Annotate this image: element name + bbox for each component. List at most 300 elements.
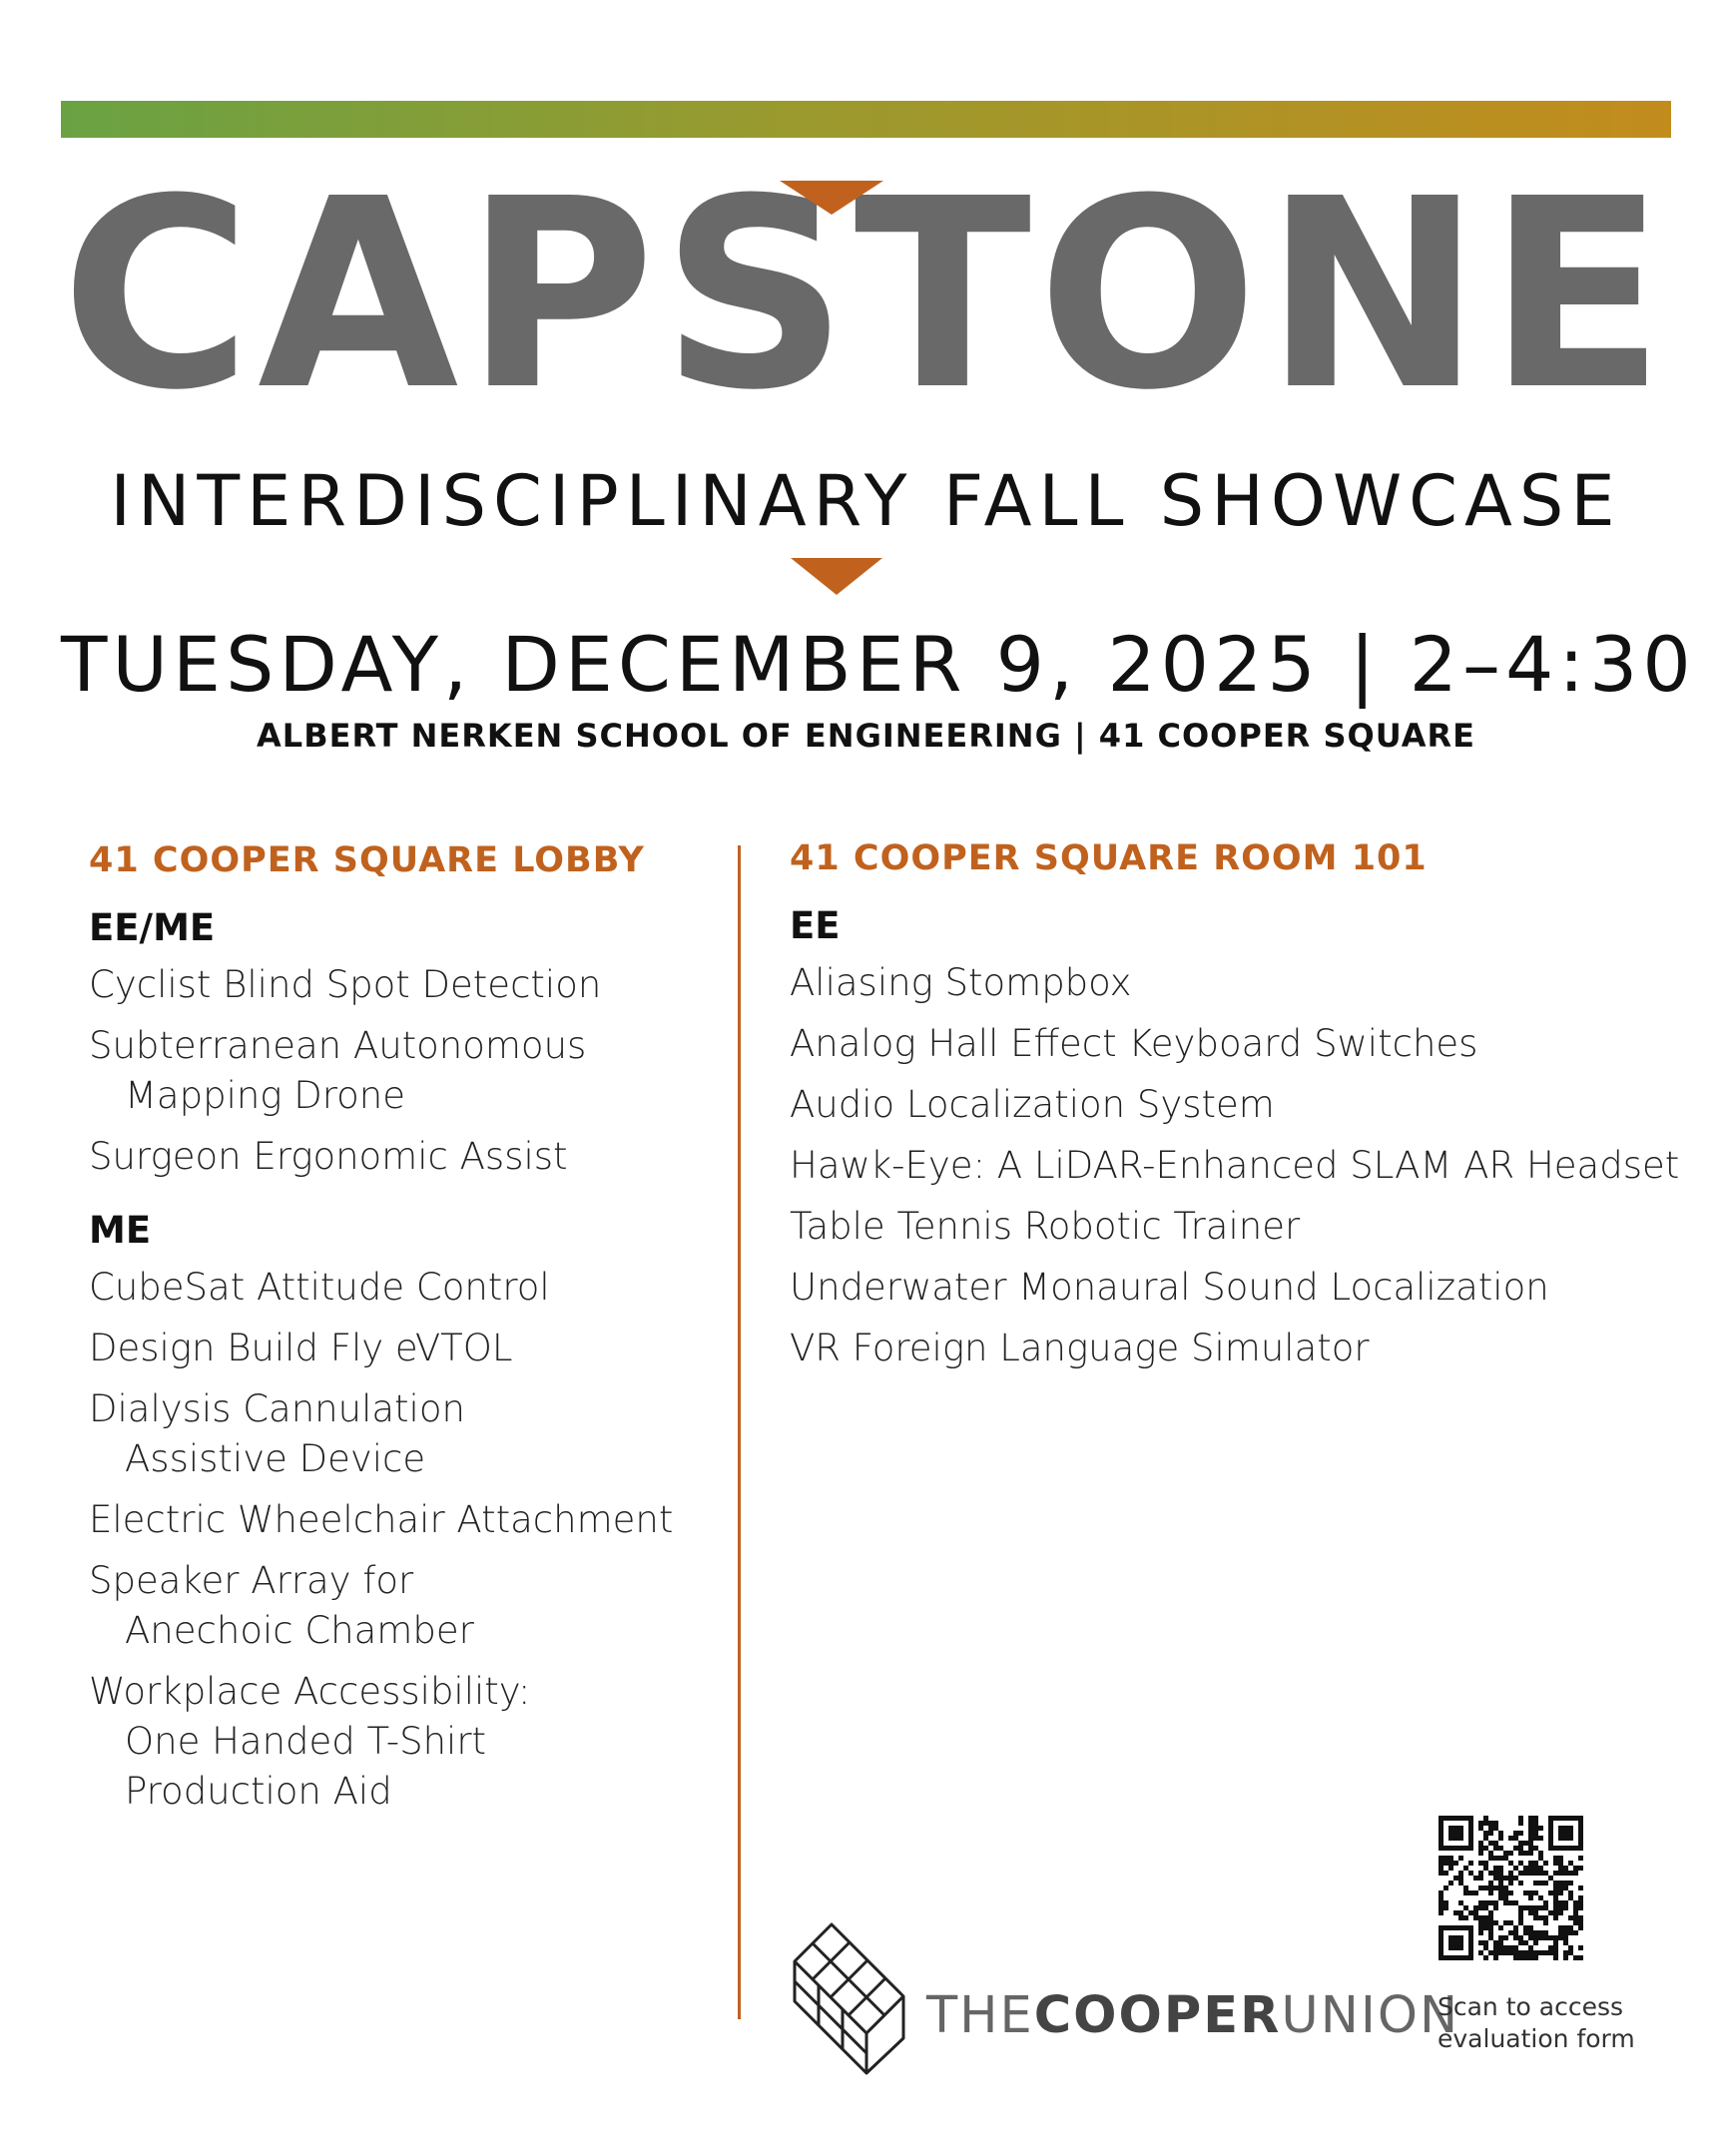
qr-module [1458,1876,1463,1881]
left-column [89,838,708,1828]
qr-module [1443,1856,1448,1861]
qr-module [1493,1821,1498,1826]
qr-module [1528,1866,1533,1871]
qr-module [1568,1871,1573,1876]
right-column [790,836,1688,1384]
qr-module [1578,1925,1583,1930]
qr-module [1568,1930,1573,1935]
qr-module [1573,1900,1578,1905]
qr-module [1488,1890,1493,1895]
qr-module [1518,1871,1523,1876]
qr-module [1498,1856,1503,1861]
event-location: ALBERT NERKEN SCHOOL OF ENGINEERING | 41 COOPER SQUARE [257,717,1475,755]
qr-module [1533,1866,1538,1871]
capstone-title: CAPSTONE [61,143,1671,447]
qr-module [1508,1836,1513,1841]
qr-module [1488,1821,1493,1826]
qr-module [1508,1871,1513,1876]
gradient-top-bar [61,101,1671,138]
qr-module [1448,1856,1453,1861]
qr-module [1553,1950,1558,1955]
qr-module [1513,1935,1518,1940]
qr-module [1533,1890,1538,1895]
project-title-line: Table Tennis Robotic Trainer [790,1205,1301,1248]
qr-module [1533,1910,1538,1915]
qr-module [1563,1866,1568,1871]
qr-module [1518,1851,1523,1856]
qr-module [1473,1890,1478,1895]
qr-module [1478,1900,1483,1905]
qr-module [1483,1836,1488,1841]
qr-module [1523,1930,1528,1935]
qr-module [1508,1930,1513,1935]
qr-module [1493,1876,1498,1881]
right-column-title: 41 COOPER SQUARE ROOM 101 [790,838,1428,878]
qr-module [1533,1935,1538,1940]
qr-module [1518,1950,1523,1955]
qr-module [1543,1935,1548,1940]
qr-module [1463,1915,1468,1920]
qr-module [1438,1910,1443,1915]
qr-module [1533,1836,1538,1841]
qr-module [1488,1831,1493,1836]
qr-module [1473,1910,1478,1915]
qr-module [1493,1945,1498,1950]
qr-finder-core [1448,1935,1463,1950]
qr-module [1568,1915,1573,1920]
qr-module [1563,1900,1568,1905]
qr-module [1483,1816,1488,1821]
qr-module [1443,1905,1448,1910]
qr-module [1523,1841,1528,1846]
qr-module [1573,1915,1578,1920]
qr-module [1508,1900,1513,1905]
project-item [790,1324,1688,1373]
qr-module [1558,1861,1563,1866]
qr-module [1528,1905,1533,1910]
qr-module [1563,1940,1568,1945]
qr-module [1558,1930,1563,1935]
qr-module [1493,1955,1498,1960]
qr-module [1503,1886,1508,1890]
qr-module [1533,1930,1538,1935]
qr-module [1503,1950,1508,1955]
qr-module [1478,1876,1483,1881]
qr-module [1543,1905,1548,1910]
qr-module [1553,1890,1558,1895]
qr-module [1538,1851,1543,1856]
qr-module [1478,1886,1483,1890]
qr-module [1523,1925,1528,1930]
qr-module [1438,1866,1443,1871]
qr-module [1553,1871,1558,1876]
qr-module [1553,1935,1558,1940]
qr-module [1528,1950,1533,1955]
qr-module [1468,1890,1473,1895]
showcase-subtitle: INTERDISCIPLINARY FALL SHOWCASE [110,460,1622,542]
qr-module [1518,1910,1523,1915]
qr-module [1438,1861,1443,1866]
qr-module [1548,1890,1553,1895]
project-title-line: Hawk-Eye: A LiDAR-Enhanced SLAM AR Headset [790,1144,1680,1187]
project-item [790,1202,1688,1252]
qr-module [1488,1886,1493,1890]
qr-module [1578,1866,1583,1871]
qr-module [1493,1826,1498,1831]
qr-module [1478,1861,1483,1866]
qr-module [1463,1905,1468,1910]
qr-module [1533,1905,1538,1910]
qr-module [1568,1861,1573,1866]
qr-module [1488,1915,1493,1920]
qr-module [1543,1900,1548,1905]
qr-module [1458,1871,1463,1876]
qr-module [1528,1935,1533,1940]
qr-module [1478,1950,1483,1955]
qr-module [1543,1920,1548,1925]
qr-module [1488,1950,1493,1955]
qr-module [1533,1831,1538,1836]
qr-module [1568,1925,1573,1930]
event-date-time: TUESDAY, DECEMBER 9, 2025 | 2–4:30 [61,620,1696,709]
project-item [89,960,708,1010]
qr-module [1503,1920,1508,1925]
qr-module [1483,1915,1488,1920]
qr-module [1573,1920,1578,1925]
project-title-line: VR Foreign Language Simulator [790,1327,1370,1369]
qr-caption-line2: evaluation form [1438,2024,1635,2053]
qr-module [1438,1890,1443,1895]
qr-module [1523,1871,1528,1876]
qr-module [1518,1915,1523,1920]
qr-module [1483,1846,1488,1851]
qr-module [1498,1881,1503,1886]
qr-module [1478,1920,1483,1925]
qr-module [1573,1871,1578,1876]
project-title-line: CubeSat Attitude Control [89,1266,550,1309]
project-title-line: Surgeon Ergonomic Assist [89,1135,568,1178]
qr-module [1518,1821,1523,1826]
qr-module [1483,1861,1488,1866]
qr-module [1543,1881,1548,1886]
qr-module [1578,1955,1583,1960]
qr-module [1578,1915,1583,1920]
qr-module [1483,1831,1488,1836]
qr-module [1458,1915,1463,1920]
qr-module [1563,1955,1568,1960]
group-heading: ME [89,1209,152,1252]
qr-module [1513,1846,1518,1851]
qr-module [1533,1915,1538,1920]
qr-module [1498,1836,1503,1841]
qr-module [1528,1841,1533,1846]
qr-module [1458,1856,1463,1861]
project-item [89,1667,708,1817]
project-item [89,1495,708,1545]
qr-module [1518,1955,1523,1960]
qr-module [1503,1851,1508,1856]
qr-module [1548,1945,1553,1950]
qr-module [1508,1920,1513,1925]
qr-module [1478,1826,1483,1831]
qr-module [1443,1900,1448,1905]
qr-caption [1438,1991,1697,2055]
qr-module [1478,1841,1483,1846]
project-item [89,1384,708,1484]
qr-module [1558,1925,1563,1930]
qr-module [1498,1866,1503,1871]
qr-module [1483,1955,1488,1960]
qr-module [1528,1816,1533,1821]
qr-module [1488,1851,1493,1856]
qr-module [1493,1905,1498,1910]
project-item [89,1021,708,1121]
qr-module [1498,1876,1503,1881]
qr-module [1513,1925,1518,1930]
qr-module [1563,1930,1568,1935]
project-title-line: Speaker Array for [89,1559,414,1602]
qr-module [1508,1945,1513,1950]
qr-module [1553,1945,1558,1950]
qr-module [1518,1861,1523,1866]
qr-module [1508,1881,1513,1886]
qr-module [1473,1876,1478,1881]
qr-module [1528,1945,1533,1950]
qr-module [1483,1920,1488,1925]
qr-module [1578,1900,1583,1905]
project-title-line: Cyclist Blind Spot Detection [89,963,602,1006]
qr-module [1458,1910,1463,1915]
qr-module [1578,1895,1583,1900]
qr-module [1483,1821,1488,1826]
qr-module [1518,1841,1523,1846]
qr-module [1568,1950,1573,1955]
qr-module [1493,1900,1498,1905]
qr-module [1443,1871,1448,1876]
qr-module [1478,1940,1483,1945]
qr-module [1518,1905,1523,1910]
qr-module [1493,1886,1498,1890]
qr-module [1533,1821,1538,1826]
qr-module [1483,1945,1488,1950]
qr-module [1528,1871,1533,1876]
qr-module [1498,1890,1503,1895]
qr-module [1533,1950,1538,1955]
group-heading: EE [790,904,841,947]
qr-module [1538,1826,1543,1831]
qr-module [1453,1876,1458,1881]
qr-module [1523,1955,1528,1960]
qr-module [1518,1831,1523,1836]
qr-module [1533,1826,1538,1831]
qr-module [1518,1920,1523,1925]
qr-module [1478,1846,1483,1851]
qr-module [1508,1861,1513,1866]
qr-module [1528,1861,1533,1866]
qr-module [1438,1856,1443,1861]
qr-module [1443,1886,1448,1890]
qr-module [1493,1856,1498,1861]
qr-module [1508,1876,1513,1881]
qr-module [1488,1826,1493,1831]
qr-caption-line1: Scan to access [1438,1992,1624,2021]
qr-module [1553,1940,1558,1945]
qr-module [1438,1905,1443,1910]
qr-module [1488,1925,1493,1930]
project-item [89,1263,708,1313]
qr-module [1478,1851,1483,1856]
qr-module [1558,1900,1563,1905]
qr-module [1553,1861,1558,1866]
qr-module [1513,1900,1518,1905]
qr-module [1488,1930,1493,1935]
qr-module [1528,1821,1533,1826]
qr-module [1548,1876,1553,1881]
qr-module [1488,1841,1493,1846]
qr-module [1553,1856,1558,1861]
brand-bold: COOPER [1033,1986,1282,2045]
qr-module [1488,1881,1493,1886]
qr-module [1523,1890,1528,1895]
project-title-line: Dialysis Cannulation [89,1387,465,1430]
qr-module [1538,1871,1543,1876]
brand-prefix: THE [926,1986,1034,2045]
qr-module [1438,1900,1443,1905]
qr-module [1518,1816,1523,1821]
qr-module [1488,1871,1493,1876]
qr-module [1498,1950,1503,1955]
project-title-line: Workplace Accessibility: [89,1670,531,1713]
qr-module [1488,1910,1493,1915]
group-spacer [89,1193,708,1209]
qr-module [1498,1886,1503,1890]
qr-module [1558,1890,1563,1895]
qr-module [1478,1871,1483,1876]
group-heading: EE/ME [89,906,216,949]
qr-code-icon[interactable] [1438,1816,1583,1960]
qr-module [1483,1940,1488,1945]
qr-module [1528,1910,1533,1915]
qr-module [1563,1871,1568,1876]
qr-finder-core [1448,1826,1463,1841]
qr-module [1563,1935,1568,1940]
qr-module [1498,1871,1503,1876]
qr-module [1558,1905,1563,1910]
qr-module [1438,1895,1443,1900]
project-title-line: Design Build Fly eVTOL [89,1327,513,1369]
qr-module [1563,1925,1568,1930]
qr-module [1513,1836,1518,1841]
project-title-line: Subterranean Autonomous [89,1024,587,1067]
qr-module [1543,1950,1548,1955]
qr-module [1468,1910,1473,1915]
project-item [89,1132,708,1182]
qr-module [1528,1851,1533,1856]
qr-module [1558,1886,1563,1890]
qr-module [1503,1890,1508,1895]
qr-module [1558,1871,1563,1876]
qr-module [1568,1890,1573,1895]
qr-module [1538,1930,1543,1935]
qr-module [1553,1905,1558,1910]
qr-module [1483,1925,1488,1930]
qr-module [1493,1950,1498,1955]
qr-module [1503,1935,1508,1940]
qr-module [1478,1821,1483,1826]
qr-module [1503,1876,1508,1881]
left-column-title: 41 COOPER SQUARE LOBBY [89,840,645,880]
qr-module [1518,1935,1523,1940]
qr-module [1533,1881,1538,1886]
logo-accent-triangle [780,181,883,215]
qr-module [1513,1930,1518,1935]
qr-module [1558,1910,1563,1915]
qr-module [1558,1881,1563,1886]
qr-module [1468,1861,1473,1866]
qr-module [1578,1945,1583,1950]
qr-module [1538,1915,1543,1920]
qr-module [1478,1905,1483,1910]
qr-module [1493,1871,1498,1876]
qr-module [1528,1831,1533,1836]
qr-module [1548,1950,1553,1955]
qr-module [1553,1895,1558,1900]
project-title-line: Electric Wheelchair Attachment [89,1498,674,1541]
qr-module [1578,1905,1583,1910]
project-item [790,958,1688,1008]
qr-module [1498,1925,1503,1930]
qr-module [1468,1871,1473,1876]
project-title-continuation: Mapping Drone [125,1074,406,1117]
qr-module [1543,1861,1548,1866]
qr-module [1488,1935,1493,1940]
qr-module [1573,1955,1578,1960]
project-item [790,1019,1688,1069]
qr-module [1558,1935,1563,1940]
qr-module [1463,1890,1468,1895]
project-item [790,1080,1688,1130]
qr-module [1493,1920,1498,1925]
qr-module [1573,1910,1578,1915]
qr-module [1503,1895,1508,1900]
project-title-continuation: Assistive Device [125,1437,426,1480]
qr-module [1568,1945,1573,1950]
qr-module [1553,1881,1558,1886]
divider-triangle-icon [791,558,882,595]
qr-module [1498,1940,1503,1945]
qr-module [1448,1881,1453,1886]
qr-module [1493,1940,1498,1945]
qr-module [1443,1861,1448,1866]
qr-module [1513,1950,1518,1955]
project-title-line: Audio Localization System [790,1083,1275,1126]
qr-module [1553,1886,1558,1890]
qr-module [1478,1925,1483,1930]
qr-module [1488,1900,1493,1905]
brand-suffix: UNION [1281,1986,1460,2045]
qr-module [1513,1955,1518,1960]
qr-module [1528,1955,1533,1960]
project-title-continuation: Production Aid [125,1770,392,1813]
qr-module [1463,1886,1468,1890]
qr-module [1528,1890,1533,1895]
qr-module [1458,1900,1463,1905]
qr-module [1493,1841,1498,1846]
qr-module [1528,1836,1533,1841]
qr-module [1513,1945,1518,1950]
qr-module [1568,1895,1573,1900]
qr-module [1473,1905,1478,1910]
